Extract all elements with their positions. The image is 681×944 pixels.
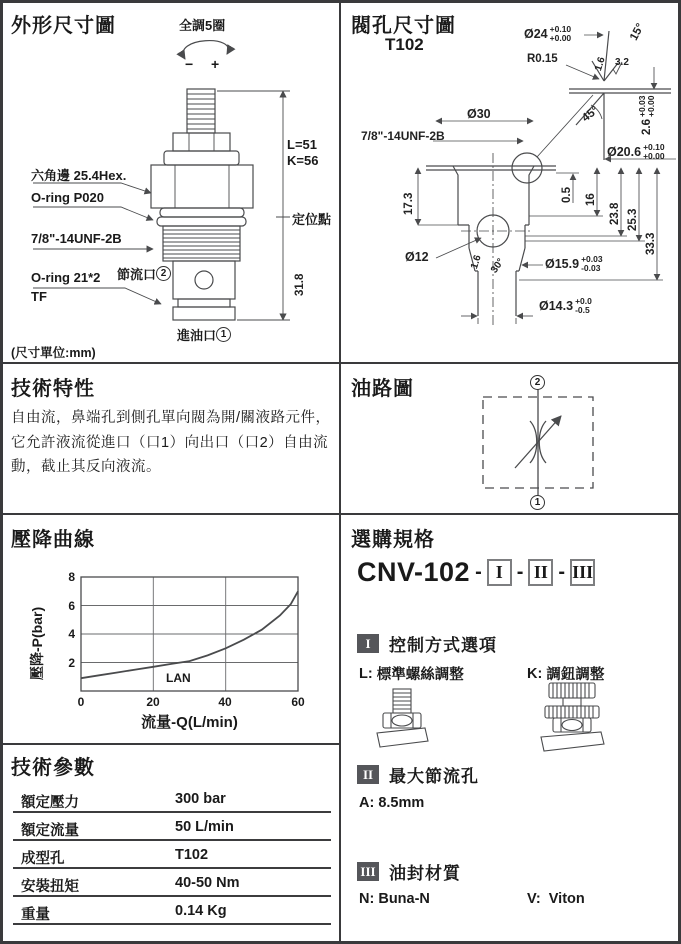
option-K: K: 調鈕調整 [527, 665, 605, 683]
row-divider [13, 923, 331, 925]
length-l-label: L=51 [287, 137, 317, 152]
ytick-4: 4 [68, 627, 75, 641]
dash: - [516, 561, 524, 583]
dim-r015: R0.15 [527, 53, 558, 65]
y-axis-label: 壓降-P(bar) [29, 606, 45, 680]
dim-d26: 2.6 +0.03 +0.00 [637, 95, 656, 135]
finish-3-2: 3.2 [615, 57, 629, 68]
param-value: T102 [175, 847, 209, 863]
circuit-diagram [341, 364, 678, 513]
oring-21-label: O-ring 21*2 [31, 270, 101, 285]
circuit-port-2: 2 [530, 375, 545, 390]
features-body: 自由流，鼻端孔到側孔單向閥為開/關液路元件，它允許液流從進口（口1）向出口（口2）自由流動，截止其反向液流。 [11, 410, 331, 476]
ytick-8: 8 [68, 570, 75, 584]
oring-21-leader [33, 288, 161, 304]
dash: - [558, 561, 566, 583]
hex-flat-label: 六角邊 25.4Hex. [31, 168, 127, 183]
xtick-0: 0 [77, 695, 85, 709]
panel-pressure-drop-curve [3, 515, 339, 743]
panel-title: 外形尺寸圖 [11, 15, 116, 37]
param-value: 0.14 Kg [175, 903, 227, 919]
row-divider [13, 811, 331, 813]
dim-d30: Ø30 [467, 107, 491, 121]
screw-adjust-icon [373, 687, 433, 753]
code-box-3: III [570, 559, 595, 586]
code-box-1: I [487, 559, 512, 586]
circuit-port-1: 1 [530, 495, 545, 510]
dim-angle-15: 15° [628, 21, 647, 43]
knob-adjust-icon [539, 681, 611, 761]
section-control-header: I 控制方式選項 [357, 631, 497, 656]
dim-d143: Ø14.3 +0.0 -0.5 [539, 296, 592, 315]
model-code-row [357, 557, 595, 588]
row-divider [13, 895, 331, 897]
inlet-port-label: 進油口 1 [177, 325, 231, 344]
param-label: 額定流量 [21, 823, 79, 839]
row-divider [13, 839, 331, 841]
divider-row2 [0, 513, 681, 515]
x-axis-label: 流量-Q(L/min) [141, 714, 238, 731]
param-label: 額定壓力 [21, 795, 79, 811]
option-A: A: 8.5mm [359, 795, 425, 811]
ytick-2: 2 [68, 656, 75, 670]
param-label: 成型孔 [21, 851, 65, 867]
ytick-6: 6 [68, 599, 75, 613]
panel-technical-features [3, 364, 339, 513]
xtick-60: 60 [291, 695, 305, 709]
panel-ordering-spec [341, 515, 678, 941]
dash: - [475, 561, 482, 583]
dim-d159: Ø15.9 +0.03 -0.03 [545, 254, 603, 273]
dim-33-3: 33.3 [645, 232, 657, 255]
thread-label: 7/8"-14UNF-2B [31, 231, 122, 246]
xtick-20: 20 [146, 695, 160, 709]
finish-1-6-top: 1.6 [593, 55, 608, 73]
dim-angle-45: 45° [580, 104, 602, 125]
dim-0-5: 0.5 [561, 187, 573, 203]
locating-point-label: 定位點 [292, 212, 332, 227]
dim-25-3: 25.3 [627, 208, 639, 231]
panel-title: 油路圖 [351, 378, 414, 400]
port-2-circle: 2 [156, 266, 171, 281]
panel-hydraulic-circuit [341, 364, 678, 513]
divider-row1 [0, 362, 681, 364]
panel-title: 壓降曲線 [11, 529, 95, 551]
code-box-2: II [528, 559, 553, 586]
port-1-circle: 1 [216, 327, 231, 342]
minus-sign: − [185, 56, 194, 72]
border-left [0, 0, 3, 944]
panel-technical-parameters [3, 745, 339, 941]
section-orifice-header: II 最大節流孔 [357, 762, 479, 787]
option-V: V: Viton [527, 891, 585, 907]
dim-23-8: 23.8 [609, 202, 621, 225]
badge-2: II [357, 765, 379, 784]
panel-title: 技術參數 [11, 757, 95, 779]
full-turns-label: 全調5圈 [179, 18, 226, 33]
cavity-thread-label: 7/8"-14UNF-2B [361, 129, 445, 143]
length-k-label: K=56 [287, 153, 319, 168]
row-divider [13, 867, 331, 869]
cavity-model: T102 [385, 35, 424, 54]
param-value: 50 L/min [175, 819, 234, 835]
option-L: L: 標準螺絲調整 [359, 665, 464, 683]
divider-vertical [339, 0, 341, 944]
oring-p020-leader [33, 207, 153, 220]
finish-1-6-bottom: 1.6 [469, 253, 484, 271]
param-value: 40-50 Nm [175, 875, 240, 891]
param-label: 安裝扭矩 [21, 879, 79, 895]
xtick-40: 40 [218, 695, 232, 709]
panel-title: 技術特性 [11, 378, 95, 400]
section-seal-header: III 油封材質 [357, 859, 461, 884]
model-code: CNV-102 [357, 557, 471, 587]
dim-d24: Ø24 +0.10 +0.00 [524, 24, 572, 43]
dim-31-8: 31.8 [294, 273, 306, 296]
panel-outline-dimensions [3, 3, 339, 362]
pressure-curve [81, 591, 298, 678]
dim-d206: Ø20.6 +0.10 +0.00 [607, 142, 665, 161]
plus-sign: + [211, 56, 220, 72]
dim-d12: Ø12 [405, 250, 429, 264]
panel-title: 閥孔尺寸圖 [351, 15, 456, 37]
param-value: 300 bar [175, 791, 226, 807]
badge-3: III [357, 862, 379, 881]
option-N: N: Buna-N [359, 891, 430, 907]
divider-row3-left [0, 743, 339, 745]
oring-tf-label: TF [31, 289, 47, 304]
oring-p020-label: O-ring P020 [31, 190, 104, 205]
unit-note: (尺寸單位:mm) [11, 346, 96, 360]
param-label: 重量 [21, 907, 50, 923]
dim-angle-30: 30° [489, 256, 507, 276]
panel-cavity-dimensions [341, 3, 678, 362]
panel-title: 選購規格 [351, 529, 435, 551]
throttle-port-label: 節流口 2 [117, 264, 171, 283]
dim-17-3: 17.3 [403, 192, 415, 215]
curve-annotation: LAN [166, 671, 191, 685]
badge-1: I [357, 634, 379, 653]
dim-16: 16 [585, 193, 597, 206]
